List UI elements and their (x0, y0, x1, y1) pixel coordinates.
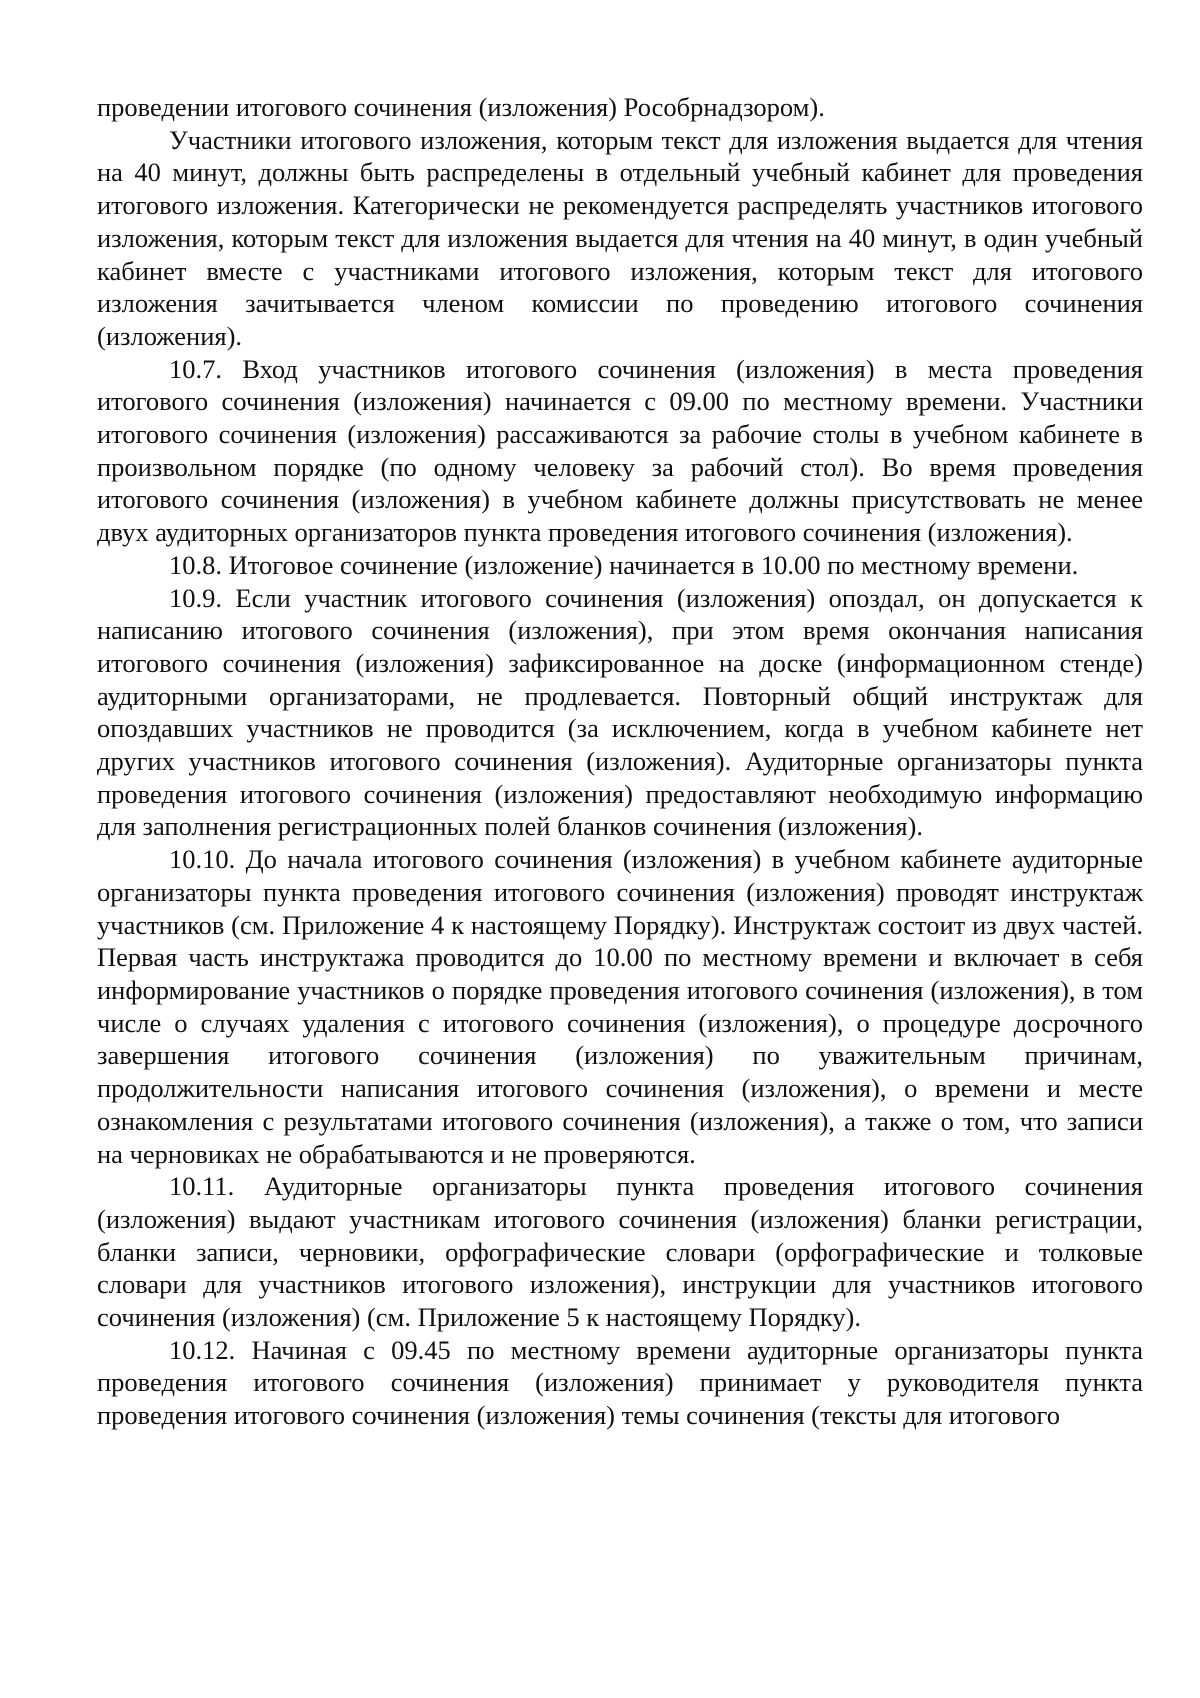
paragraph-10-8: 10.8. Итоговое сочинение (изложение) начинается в 10.00 по местному времени. (169, 549, 1079, 580)
paragraph-10-7: 10.7. Вход участников итогового сочинения (изложения) в места проведения итогового сочинения (изложения) начинается с 09.00 по местному времени. Участники итогового сочинения (изложения) рассаживаются за рабочие столы в учебном кабинете в произвольном порядке (по одному человеку за рабочий стол). Во время проведения итогового сочинения (изложения) в учебном кабинете должны присутствовать не менее двух аудиторных организаторов пункта проведения итогового сочинения (изложения). (97, 353, 1143, 548)
paragraph-10-12: 10.12. Начиная с 09.45 по местному времени аудиторные организаторы пункта проведения итогового сочинения (изложения) принимает у руководителя пункта проведения итогового сочинения (изложения) темы сочинения (тексты для итогового (97, 1334, 1143, 1431)
paragraph-10-6-continued: Участники итогового изложения, которым текст для изложения выдается для чтения на 40 минут, должны быть распределены в отдельный учебный кабинет для проведения итогового изложения. Категорически не рекомендуется распределять участников итогового изложения, которым текст для изложения выдается для чтения на 40 минут, в один учебный кабинет вместе с участниками итогового изложения, которым текст для итогового изложения зачитывается членом комиссии по проведению итогового сочинения (изложения). (97, 124, 1143, 351)
paragraph-10-10: 10.10. До начала итогового сочинения (изложения) в учебном кабинете аудиторные организаторы пункта проведения итогового сочинения (изложения) проводят инструктаж участников (см. Приложение 4 к настоящему Порядку). Инструктаж состоит из двух частей. Первая часть инструктажа проводится до 10.00 по местному времени и включает в себя информирование участников о порядке проведения итогового сочинения (изложения), в том числе о случаях удаления с итогового сочинения (изложения), о процедуре досрочного завершения итогового сочинения (изложения) по уважительным причинам, продолжительности написания итогового сочинения (изложения), о времени и месте ознакомления с результатами итогового сочинения (изложения), а также о том, что записи на черновиках не обрабатываются и не проверяются. (97, 844, 1143, 1169)
paragraph-continuation: проведении итогового сочинения (изложения) Рособрнадзором). (97, 92, 825, 122)
paragraph-10-9: 10.9. Если участник итогового сочинения (изложения) опоздал, он допускается к написанию итогового сочинения (изложения), при этом время окончания написания итогового сочинения (изложения) зафиксированное на доске (информационном стенде) аудиторными организаторами, не продлевается. Повторный общий инструктаж для опоздавших участников не проводится (за исключением, когда в учебном кабинете нет других участников итогового сочинения (изложения). Аудиторные организаторы пункта проведения итогового сочинения (изложения) предоставляют необходимую информацию для заполнения регистрационных полей бланков сочинения (изложения). (97, 582, 1143, 842)
paragraph-10-11: 10.11. Аудиторные организаторы пункта проведения итогового сочинения (изложения) выдают участникам итогового сочинения (изложения) бланки регистрации, бланки записи, черновики, орфографические словари (орфографические и толковые словари для участников итогового изложения), инструкции для участников итогового сочинения (изложения) (см. Приложение 5 к настоящему Порядку). (97, 1171, 1143, 1333)
